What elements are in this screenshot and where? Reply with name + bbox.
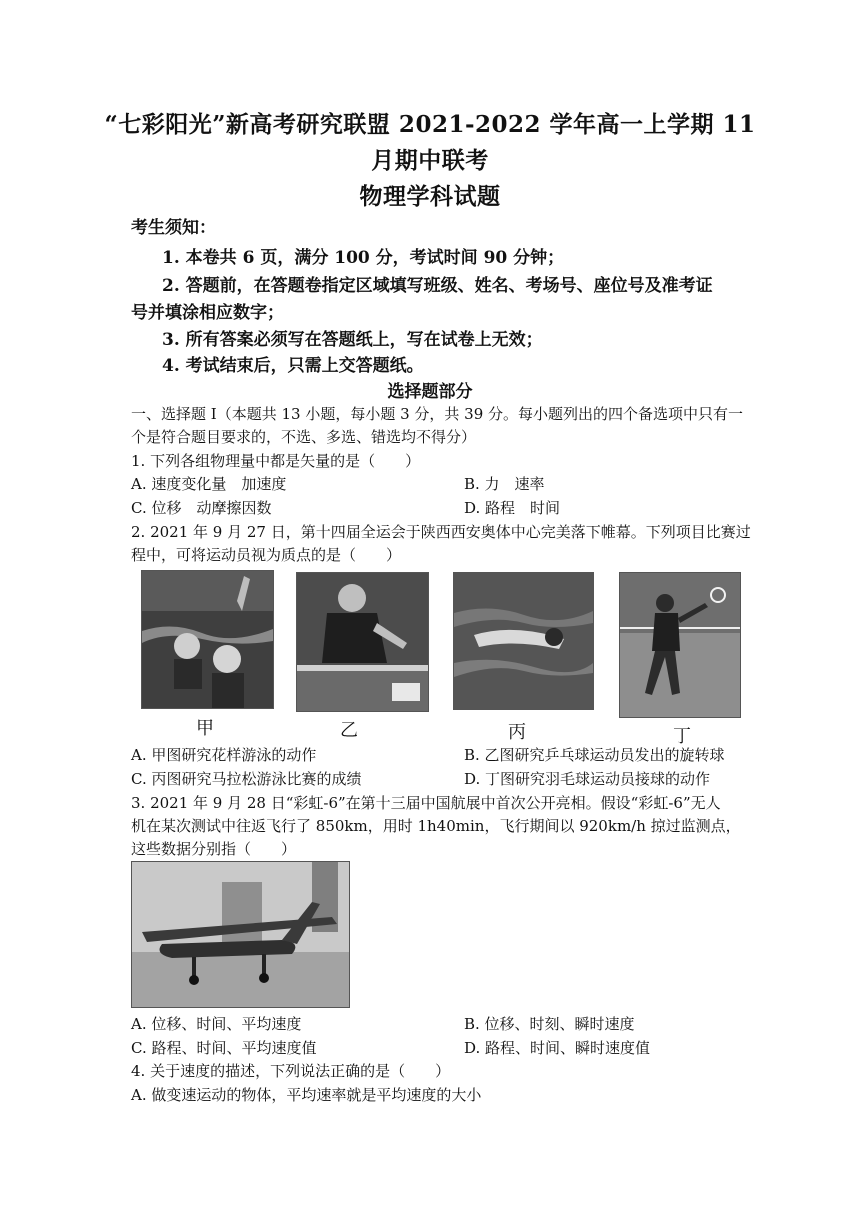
notice-item: 1. 本卷共 6 页，满分 100 分，考试时间 90 分钟； [162, 248, 565, 268]
synchronized-swimming-photo [141, 570, 274, 709]
question-4-option-a: A. 做变速运动的物体，平均速率就是平均速度的大小 [131, 1086, 482, 1104]
section-intro: 一、选择题 I（本题共 13 小题，每小题 3 分，共 39 分。每小题列出的四个备选项中只有一 [131, 405, 744, 423]
section-intro: 个是符合题目要求的，不选、多选、错选均不得分） [131, 428, 477, 446]
notice-item: 4. 考试结束后，只需上交答题纸。 [162, 356, 424, 376]
caption-bing: 丙 [508, 722, 526, 743]
caption-ding: 丁 [673, 726, 691, 747]
notice-item: 3. 所有答案必须写在答题纸上，写在试卷上无效； [162, 330, 543, 350]
question-1-option-d: D. 路程 时间 [464, 499, 561, 517]
question-1-option-c: C. 位移 动摩擦因数 [131, 499, 272, 517]
question-2-option-d: D. 丁图研究羽毛球运动员接球的动作 [464, 770, 711, 788]
notice-item: 2. 答题前，在答题卷指定区域填写班级、姓名、考场号、座位号及准考证 [162, 276, 713, 296]
badminton-photo [619, 572, 741, 718]
exam-subtitle: 物理学科试题 [359, 183, 501, 210]
question-1-option-a: A. 速度变化量 加速度 [131, 475, 287, 493]
question-2-option-c: C. 丙图研究马拉松游泳比赛的成绩 [131, 770, 362, 788]
question-2-option-b: B. 乙图研究乒乓球运动员发出的旋转球 [464, 746, 725, 764]
question-3-option-d: D. 路程、时间、瞬时速度值 [464, 1039, 651, 1057]
notice-heading: 考生须知： [131, 218, 216, 238]
exam-title-line2: 月期中联考 [371, 147, 489, 174]
table-tennis-photo [296, 572, 429, 712]
question-2-option-a: A. 甲图研究花样游泳的动作 [131, 746, 317, 764]
question-3-stem: 这些数据分别指（ ） [131, 840, 297, 858]
question-2-stem: 程中，可将运动员视为质点的是（ ） [131, 546, 402, 564]
caption-jia: 甲 [196, 718, 214, 739]
caption-yi: 乙 [340, 720, 358, 741]
question-3-option-b: B. 位移、时刻、瞬时速度 [464, 1015, 635, 1033]
swimming-race-photo [453, 572, 594, 710]
question-3-option-c: C. 路程、时间、平均速度值 [131, 1039, 317, 1057]
drone-photo [131, 861, 350, 1008]
question-4-stem: 4. 关于速度的描述，下列说法正确的是（ ） [131, 1062, 451, 1080]
question-1-stem: 1. 下列各组物理量中都是矢量的是（ ） [131, 452, 421, 470]
notice-item: 号并填涂相应数字； [131, 303, 284, 323]
exam-title-line1: “七彩阳光”新高考研究联盟 2021-2022 学年高一上学期 11 [104, 111, 756, 138]
question-1-option-b: B. 力 速率 [464, 475, 545, 493]
question-3-stem: 机在某次测试中往返飞行了 850km，用时 1h40min，飞行期间以 920km/h 掠过监测点， [131, 817, 741, 835]
question-3-stem: 3. 2021 年 9 月 28 日“彩虹-6”在第十三届中国航展中首次公开亮相。假设“彩虹-6”无人 [131, 794, 721, 812]
question-2-stem: 2. 2021 年 9 月 27 日，第十四届全运会于陕西西安奥体中心完美落下帷幕。下列项目比赛过 [131, 523, 751, 541]
question-3-option-a: A. 位移、时间、平均速度 [131, 1015, 302, 1033]
section-title: 选择题部分 [387, 382, 473, 402]
